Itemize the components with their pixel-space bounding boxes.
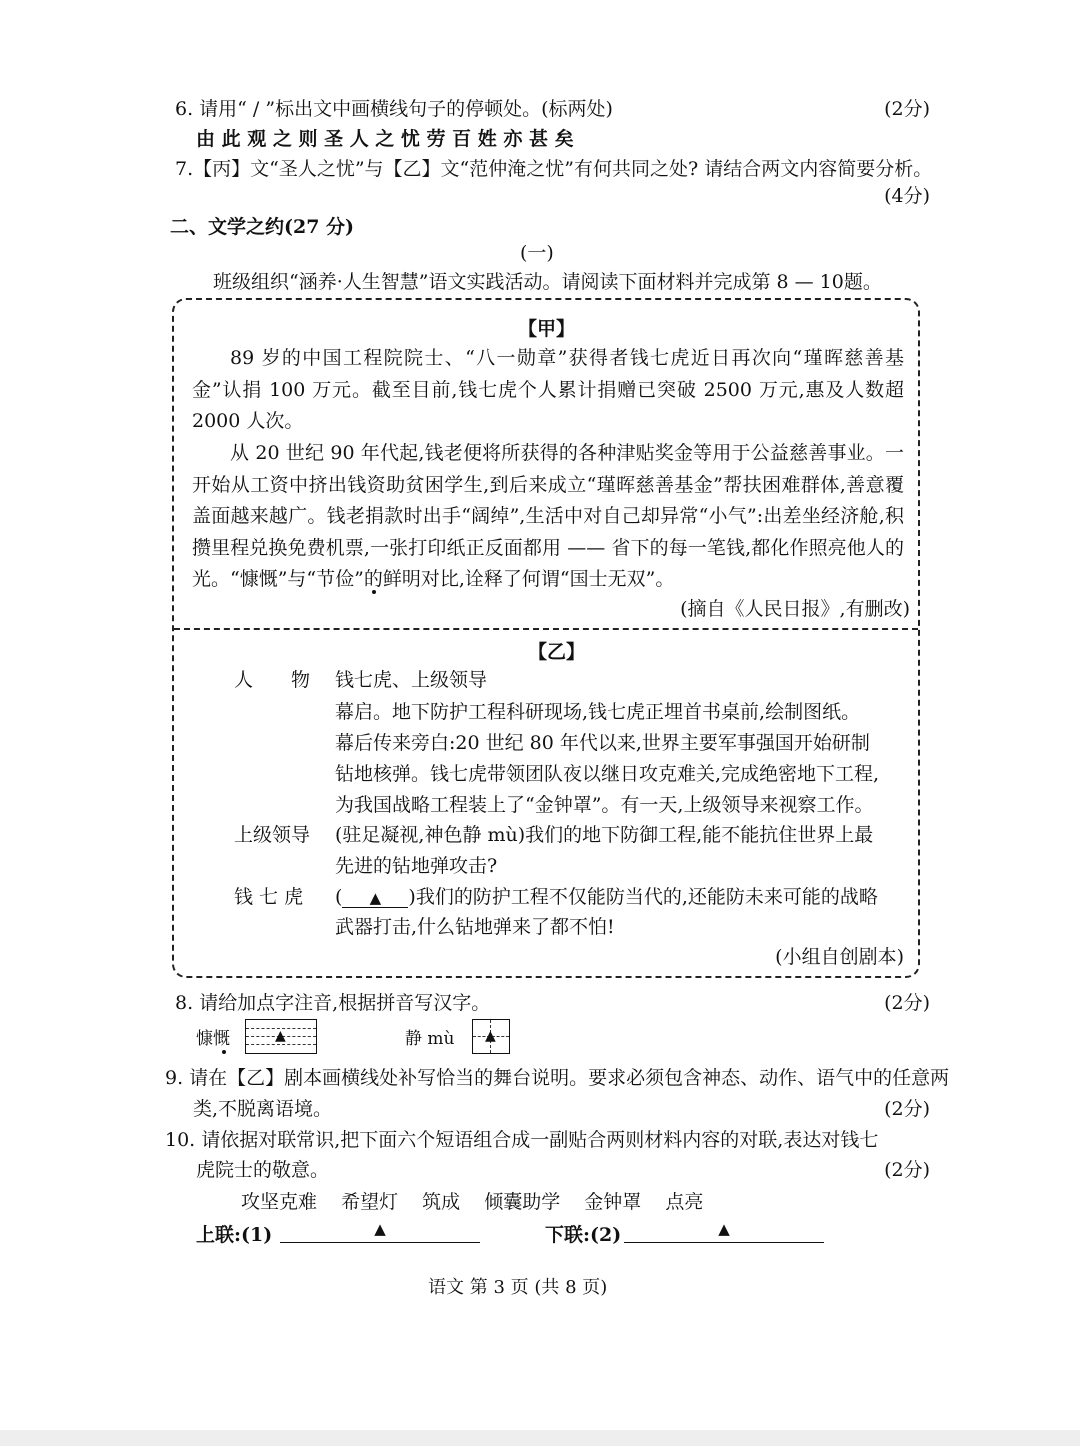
answer-mark: ▲ [275,1028,286,1044]
phrase-item: 攻坚克难 [241,1191,318,1213]
q10-line-1: 10. 请依据对联常识,把下面六个短语组合成一副贴合两则材料内容的对联,表达对钱七 [165,1129,879,1151]
leader-line-2: 先进的钻地弹攻击? [335,855,498,877]
q8-word-2: 静 mù [405,1029,455,1049]
yi-roles: 钱七虎、上级领导 [335,669,488,691]
q8-emphasis-dot [222,1050,226,1054]
jia-paragraph-1: 89 岁的中国工程院院士、“八一勋章”获得者钱七虎近日再次向“瑾晖慈善基金”认捐 100 万元。截至目前,钱七虎个人累计捐赠已突破 2500 万元,惠及人数超 2000 人次。 [192,347,904,432]
upper-couplet-label: 上联:(1) [196,1224,273,1246]
qian-line-1 [335,882,878,909]
q9-line-1: 9. 请在【乙】剧本画横线处补写恰当的舞台说明。要求必须包含神态、动作、语气中的任意两 [165,1067,950,1089]
q8-score: (2分) [884,992,930,1014]
q9-score: (2分) [884,1098,930,1120]
section-heading: 二、文学之约(27 分) [170,216,355,238]
jia-label: 【甲】 [518,318,576,340]
q6-text: 6. 请用“ / ”标出文中画横线句子的停顿处。(标两处) [175,98,613,120]
emphasis-dot [372,590,376,594]
q10-line-2: 虎院士的敬意。 [196,1159,330,1181]
phrase-item: 点亮 [665,1191,704,1213]
scan-edge [0,1430,1080,1446]
upper-couplet-blank[interactable]: ▲ [280,1220,480,1243]
lower-couplet-label: 下联:(2) [545,1224,622,1246]
q10-score: (2分) [884,1159,930,1181]
hanzi-answer-box[interactable] [472,1019,510,1054]
pinyin-answer-box[interactable] [245,1019,317,1054]
jia-paragraph-2: 从 20 世纪 90 年代起,钱老便将所获得的各种津贴奖金等用于公益慈善事业。一开始从工资中挤出钱资助贫困学生,到后来成立“瑾晖慈善基金”帮扶困难群体,善意覆盖面越来越广。钱老捐款时出手“阔绰”,生活中对自己却异常“小气”:出差坐经济舱,积攒里程兑换免费机票,一张打印纸正反面都用 —— 省下的每一笔钱,都化作照亮他人的光。“慷慨”与“节俭”的鲜明对比,诠释了何谓“国士无双”。 [192,442,904,590]
q6-sentence: 由 此 观 之 则 圣 人 之 忧 劳 百 姓 亦 甚 矣 [196,128,574,150]
q7-score: (4分) [884,185,930,207]
stage-direction-blank[interactable]: ▲ [342,889,408,908]
q8-text: 8. 请给加点字注音,根据拼音写汉字。 [175,992,491,1014]
qian-label: 钱 七 虎 [234,886,304,908]
jia-source: (摘自《人民日报》,有删改) [680,598,910,620]
lower-couplet-blank[interactable]: ▲ [624,1220,824,1243]
leader-label: 上级领导 [234,824,311,846]
phrase-item: 倾囊助学 [484,1191,561,1213]
yi-label: 【乙】 [528,641,586,663]
qian-open-paren: ( [335,886,343,908]
qian-line-1-text: )我们的防护工程不仅能防当代的,还能防未来可能的战略 [408,886,878,908]
yi-line-1: 幕启。地下防护工程科研现场,钱七虎正埋首书桌前,绘制图纸。 [335,701,861,723]
q6-score: (2分) [884,98,930,120]
answer-mark: ▲ [485,1028,496,1044]
phrase-item: 希望灯 [341,1191,399,1213]
phrase-list [241,1187,703,1214]
q7-text: 7.【丙】文“圣人之忧”与【乙】文“范仲淹之忧”有何共同之处? 请结合两文内容简要分析。 [175,158,933,180]
yi-line-4: 为我国战略工程装上了“金钟罩”。有一天,上级领导来视察工作。 [335,794,874,816]
qian-line-2: 武器打击,什么钻地弹来了都不怕! [335,916,615,938]
yi-line-2: 幕后传来旁白:20 世纪 80 年代以来,世界主要军事强国开始研制 [335,732,870,754]
section-intro: 班级组织“涵养·人生智慧”语文实践活动。请阅读下面材料并完成第 8 — 10题。 [213,271,882,293]
q9-line-2: 类,不脱离语境。 [193,1098,333,1120]
phrase-item: 金钟罩 [584,1191,642,1213]
yi-role-label: 人 物 [234,669,311,691]
leader-line-1: (驻足凝视,神色静 mù)我们的地下防御工程,能不能抗住世界上最 [335,824,874,846]
yi-source: (小组自创剧本) [775,946,904,968]
section-part: (一) [520,242,554,264]
phrase-item: 筑成 [422,1191,461,1213]
material-divider [174,628,918,630]
page-footer: 语文 第 3 页 (共 8 页) [428,1277,608,1298]
yi-line-3: 钻地核弹。钱七虎带领团队夜以继日攻克难关,完成绝密地下工程, [335,763,880,785]
q8-word-1: 慷慨 [196,1029,230,1049]
